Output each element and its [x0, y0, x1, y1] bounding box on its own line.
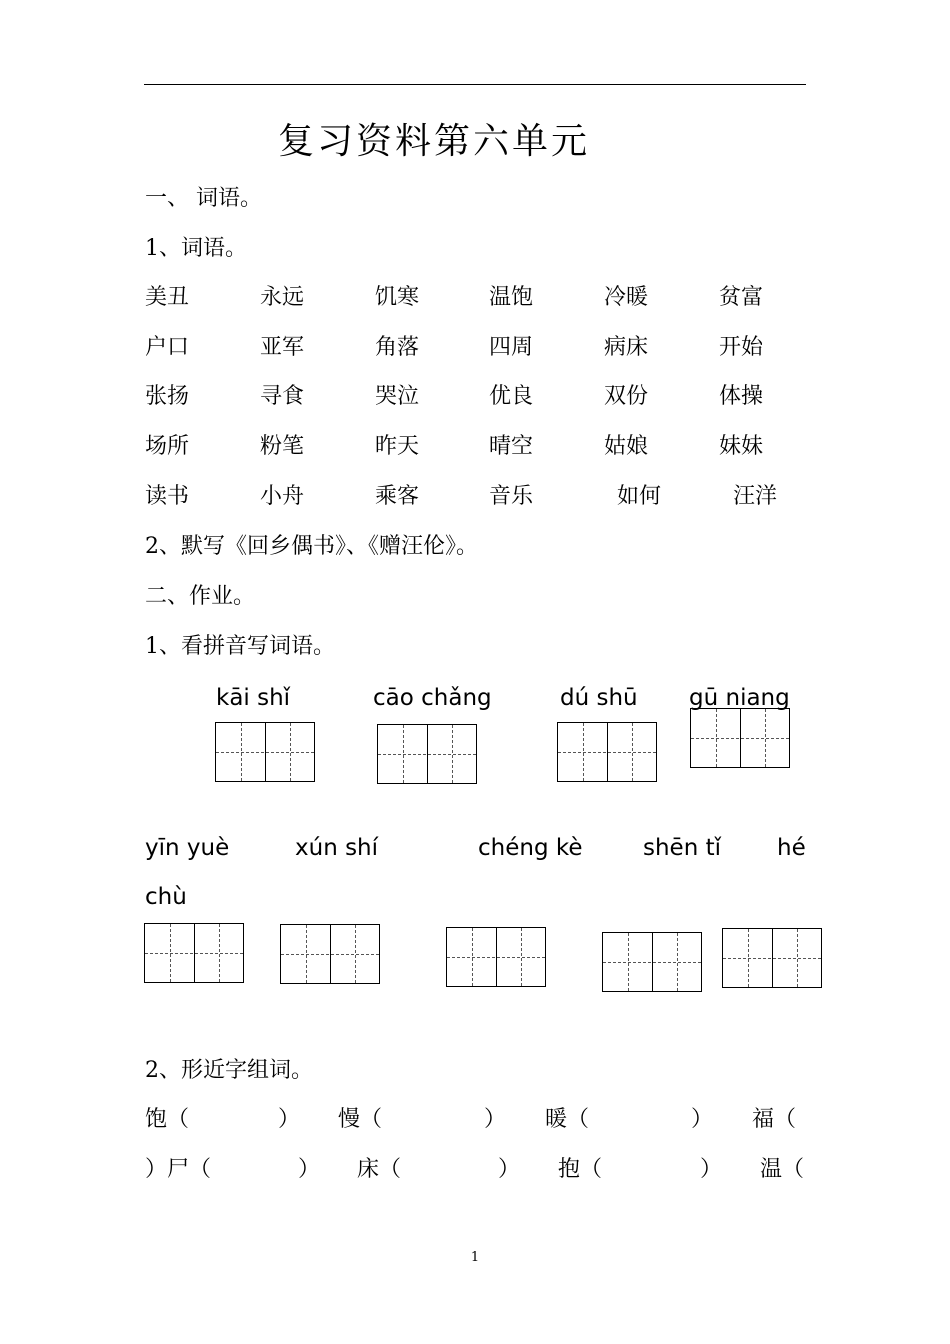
- word: 优良: [489, 384, 534, 409]
- header-rule: [144, 84, 806, 85]
- word: 张扬: [145, 384, 190, 409]
- word: 亚军: [260, 335, 305, 360]
- word: 体操: [719, 384, 764, 409]
- writing-grid[interactable]: [446, 927, 546, 987]
- section1-heading: 一、 词语。: [145, 186, 262, 211]
- word: 病床: [604, 335, 649, 360]
- word: 角落: [375, 335, 420, 360]
- char-blank-open: 床（: [357, 1157, 402, 1182]
- word: 如何: [617, 484, 662, 509]
- word: 晴空: [489, 434, 534, 459]
- word: 开始: [719, 335, 764, 360]
- writing-grid[interactable]: [377, 724, 477, 784]
- char-blank-close: ）: [498, 1157, 521, 1182]
- word: 汪洋: [733, 484, 778, 509]
- word: 户口: [145, 335, 190, 360]
- pinyin-label: chù: [145, 884, 187, 910]
- word: 乘客: [375, 484, 420, 509]
- word: 双份: [604, 384, 649, 409]
- word: 美丑: [145, 285, 190, 310]
- char-blank-close: ）: [278, 1107, 301, 1132]
- word: 姑娘: [604, 434, 649, 459]
- section1-sub1: 1、词语。: [145, 236, 247, 261]
- pinyin-label: gū niang: [689, 685, 790, 711]
- char-blank-open: 饱（: [145, 1107, 190, 1132]
- char-blank-close: ）: [298, 1157, 321, 1182]
- char-blank-open: 福（: [752, 1107, 797, 1132]
- writing-grid[interactable]: [690, 708, 790, 768]
- word: 妹妹: [719, 434, 764, 459]
- section2-sub2: 2、形近字组词。: [145, 1058, 313, 1083]
- section2-heading: 二、作业。: [145, 584, 256, 609]
- page-title: 复习资料第六单元: [278, 121, 591, 162]
- pinyin-label: xún shí: [295, 835, 379, 861]
- writing-grid[interactable]: [280, 924, 380, 984]
- char-blank-open: 慢（: [338, 1107, 383, 1132]
- char-blank-close: ）: [700, 1157, 723, 1182]
- word: 四周: [489, 335, 534, 360]
- char-blank-open: ）尸（: [145, 1157, 212, 1182]
- word: 哭泣: [375, 384, 420, 409]
- word: 音乐: [489, 484, 534, 509]
- word: 寻食: [260, 384, 305, 409]
- pinyin-label: cāo chǎng: [373, 685, 492, 711]
- pinyin-label: yīn yuè: [145, 835, 230, 861]
- word: 读书: [145, 484, 190, 509]
- char-blank-close: ）: [691, 1107, 714, 1132]
- word: 昨天: [375, 434, 420, 459]
- pinyin-label: kāi shǐ: [216, 685, 291, 711]
- word: 冷暖: [604, 285, 649, 310]
- word: 贫富: [719, 285, 764, 310]
- char-blank-open: 暖（: [545, 1107, 590, 1132]
- writing-grid[interactable]: [722, 928, 822, 988]
- char-blank-open: 温（: [760, 1157, 805, 1182]
- writing-grid[interactable]: [602, 932, 702, 992]
- word: 小舟: [260, 484, 305, 509]
- pinyin-label: hé: [777, 835, 806, 861]
- pinyin-label: shēn tǐ: [643, 835, 722, 861]
- writing-grid[interactable]: [144, 923, 244, 983]
- word: 温饱: [489, 285, 534, 310]
- section1-sub2: 2、默写《回乡偶书》、《赠汪伦》。: [145, 534, 478, 559]
- word: 饥寒: [375, 285, 420, 310]
- word: 永远: [260, 285, 305, 310]
- page-number: 1: [470, 1250, 480, 1265]
- char-blank-close: ）: [484, 1107, 507, 1132]
- word: 场所: [145, 434, 190, 459]
- writing-grid[interactable]: [215, 722, 315, 782]
- pinyin-label: dú shū: [560, 685, 638, 711]
- writing-grid[interactable]: [557, 722, 657, 782]
- word: 粉笔: [260, 434, 305, 459]
- char-blank-open: 抱（: [558, 1157, 603, 1182]
- pinyin-label: chéng kè: [478, 835, 583, 861]
- section2-sub1: 1、看拼音写词语。: [145, 634, 335, 659]
